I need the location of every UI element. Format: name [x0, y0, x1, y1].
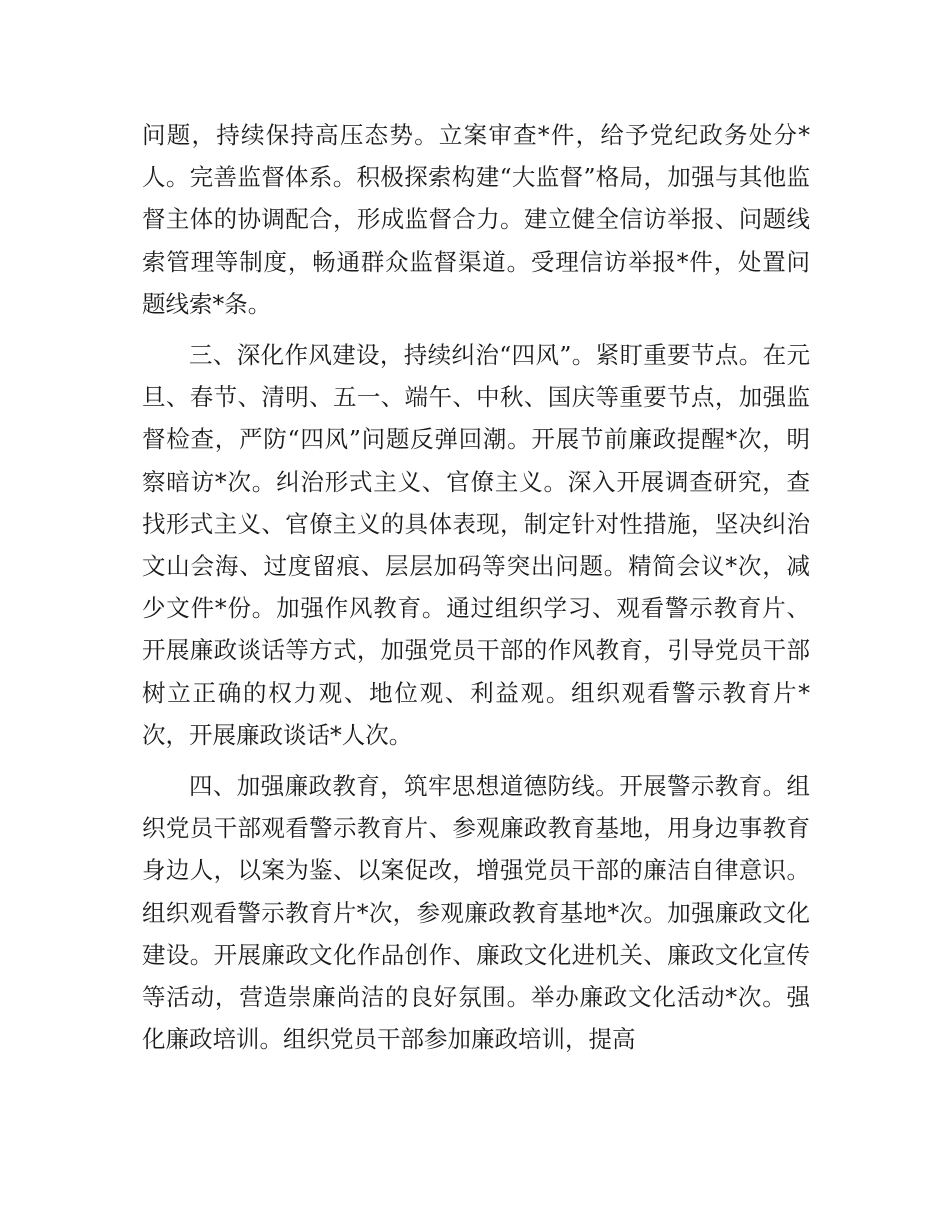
paragraph-continuation: 问题，持续保持高压态势。立案审查*件，给予党纪政务处分*人。完善监督体系。积极探索构建“大监督”格局，加强与其他监督主体的协调配合，形成监督合力。建立健全信访举报、问题线索管理等制度，畅通群众监督渠道。受理信访举报*件，处置问题线索*条。 [142, 121, 810, 318]
paragraph-section-four: 四、加强廉政教育，筑牢思想道德防线。开展警示教育。组织党员干部观看警示教育片、参观廉政教育基地，用身边事教育身边人，以案为鉴、以案促改，增强党员干部的廉洁自律意识。组织观看警示教育片*次，参观廉政教育基地*次。加强廉政文化建设。开展廉政文化作品创作、廉政文化进机关、廉政文化宣传等活动，营造崇廉尚洁的良好氛围。举办廉政文化活动*次。强化廉政培训。组织党员干部参加廉政培训，提高 [142, 772, 810, 1054]
paragraph-section-three: 三、深化作风建设，持续纠治“四风”。紧盯重要节点。在元旦、春节、清明、五一、端午、中秋、国庆等重要节点，加强监督检查，严防“四风”问题反弹回潮。开展节前廉政提醒*次，明察暗访*次。纠治形式主义、官僚主义。深入开展调查研究，查找形式主义、官僚主义的具体表现，制定针对性措施，坚决纠治文山会海、过度留痕、层层加码等突出问题。精简会议*次，减少文件*份。加强作风教育。通过组织学习、观看警示教育片、开展廉政谈话等方式，加强党员干部的作风教育，引导党员干部树立正确的权力观、地位观、利益观。组织观看警示教育片*次，开展廉政谈话*人次。 [142, 341, 810, 749]
document-body [142, 114, 810, 1060]
